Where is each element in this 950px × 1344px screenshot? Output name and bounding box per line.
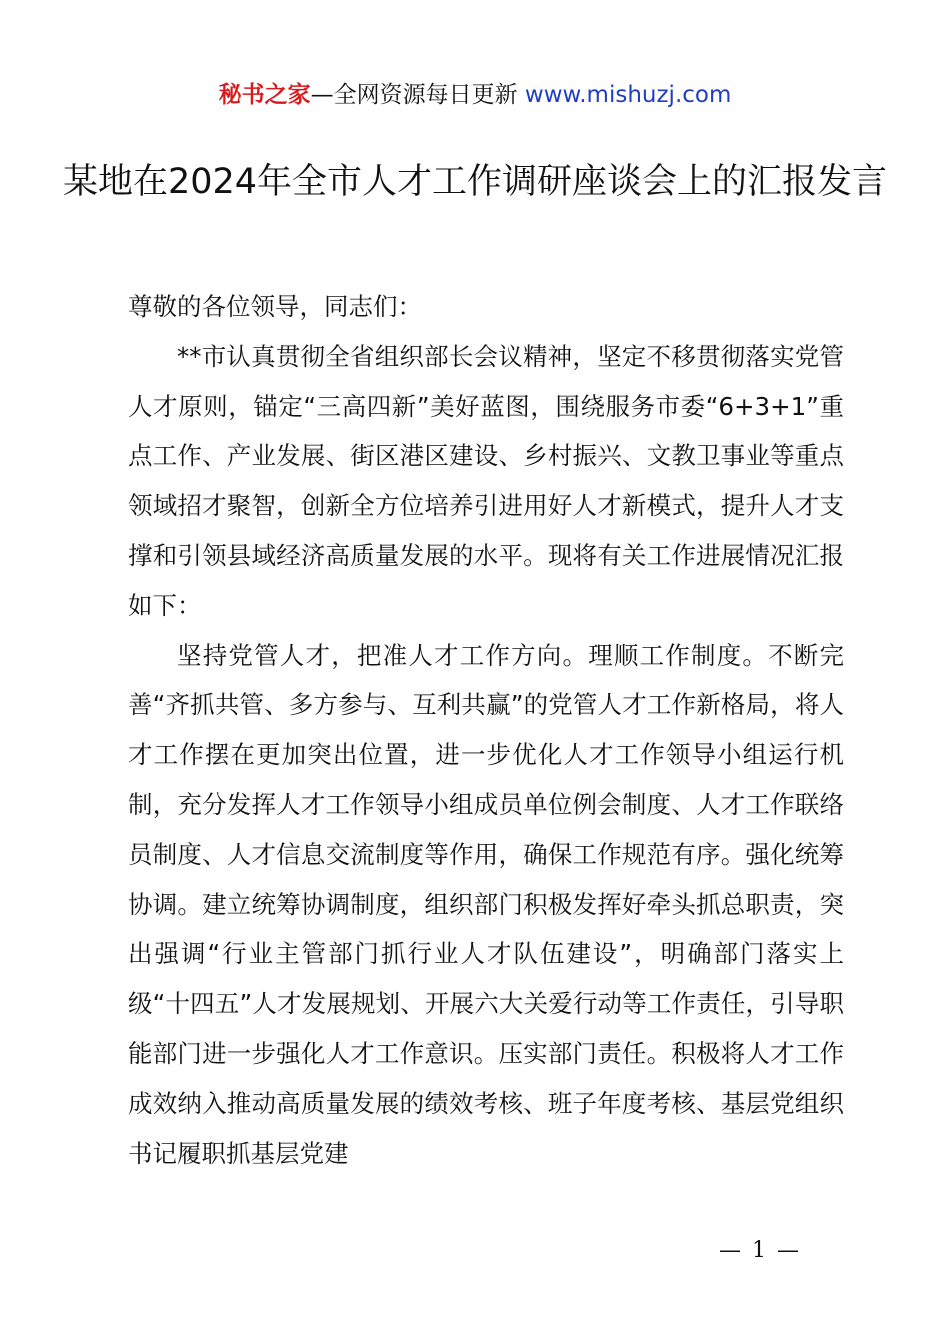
site-tagline: —全网资源每日更新 bbox=[310, 82, 525, 108]
greeting: 尊敬的各位领导，同志们： bbox=[128, 292, 422, 321]
site-url-link[interactable]: www.mishuzj.com bbox=[524, 82, 732, 108]
page-number: — 1 — bbox=[719, 1238, 801, 1263]
paragraph-party-leadership: 坚持党管人才，把准人才工作方向。理顺工作制度。不断完善“齐抓共管、多方参与、互利共赢”的党管人才工作新格局，将人才工作摆在更加突出位置，进一步优化人才工作领导小组运行机制，充分发挥人才工作领导小组成员单位例会制度、人才工作联络员制度、人才信息交流制度等作用，确保工作规范有序。强化统筹协调。建立统筹协调制度，组织部门积极发挥好牵头抓总职责，突出强调“行业主管部门抓行业人才队伍建设”，明确部门落实上级“十四五”人才发展规划、开展六大关爱行动等工作责任，引导职能部门进一步强化人才工作意识。压实部门责任。积极将人才工作成效纳入推动高质量发展的绩效考核、班子年度考核、基层党组织书记履职抓基层党建 bbox=[128, 640, 844, 1168]
site-banner bbox=[0, 78, 950, 112]
site-brand: 秘书之家 bbox=[218, 82, 311, 108]
paragraph-intro: **市认真贯彻全省组织部长会议精神，坚定不移贯彻落实党管人才原则，锚定“三高四新”美好蓝图，围绕服务市委“6+3+1”重点工作、产业发展、街区港区建设、乡村振兴、文教卫事业等重点领域招才聚智，创新全方位培养引进用好人才新模式，提升人才支撑和引领县域经济高质量发展的水平。现将有关工作进展情况汇报如下： bbox=[128, 341, 844, 620]
document-body bbox=[128, 282, 844, 1178]
document-title: 某地在2024年全市人才工作调研座谈会上的汇报发言 bbox=[62, 162, 888, 202]
